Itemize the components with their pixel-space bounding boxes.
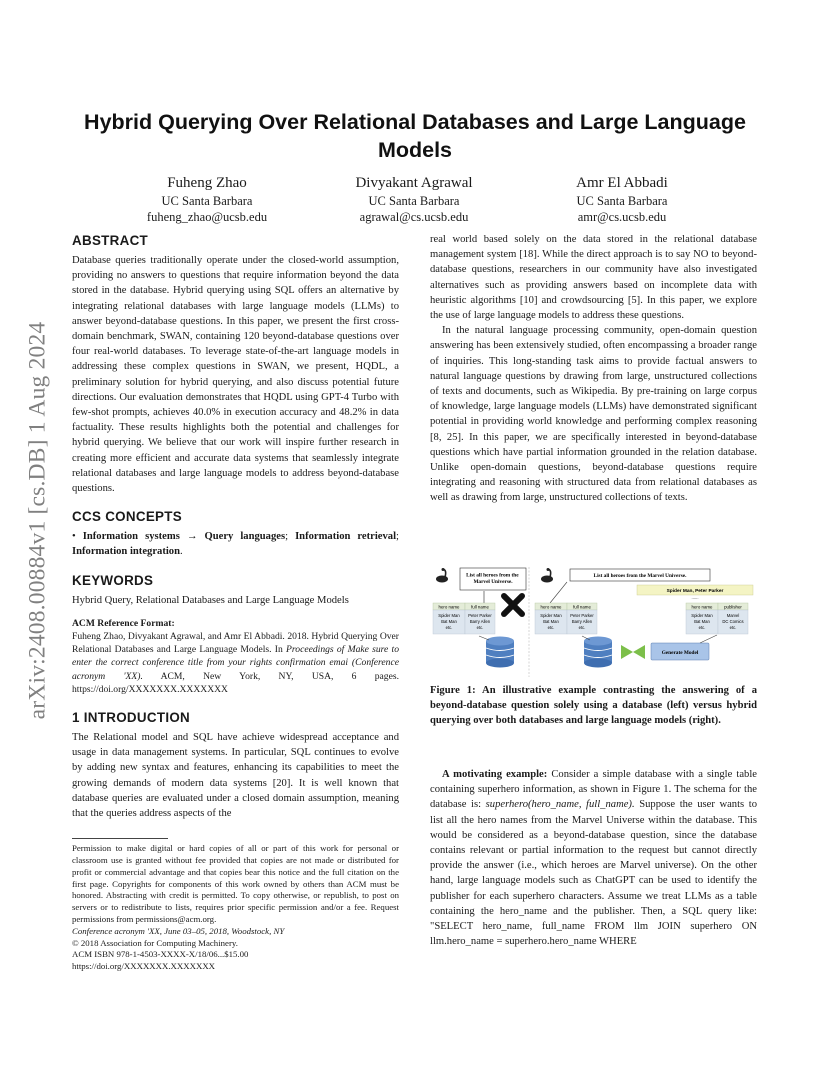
col-hero-name: hero name [438, 604, 460, 610]
acm-reference-label: ACM Reference Format: [72, 617, 175, 629]
ccs-concept: Query languages [204, 531, 286, 543]
intro-paragraph: real world based solely on the data stored in the relational database management system [18]. While the direct approach is to say NO to beyond-database questions, researchers in our community have also investigated alternatives such as providing answers based on incomplete data with heuristic algorithms [10] and crowdsourcing [5]. In this paper, we explore the use of large language models to address these questions. [430, 234, 757, 322]
author-affiliation: UC Santa Barbara [161, 194, 253, 208]
figure-1 [432, 565, 756, 680]
motivating-paragraph [430, 767, 757, 949]
motivating-text: Consider a simple database with a single table containing superhero information, as shown in Figure 1. The schema for the database is: [430, 769, 757, 811]
acm-reference-doi: ACM, New York, NY, USA, 6 pages. https://doi.org/XXXXXXX.XXXXXXX [72, 670, 399, 695]
acm-reference-text: Fuheng Zhao, Divyakant Agrawal, and Amr El Abbadi. 2018. Hybrid Querying Over Relational Databases and Large Language Models. In [72, 631, 399, 656]
figure-caption: Figure 1: An illustrative example contrasting the answering of a beyond-database question solely using a database (left) versus hybrid querying over both databases and large language models (right). [430, 685, 757, 726]
motivating-label: A motivating example: [442, 769, 548, 780]
cell-text: Marvel [726, 613, 740, 618]
database-icon [486, 637, 514, 668]
col-full-name: full name [573, 604, 591, 610]
author-block [107, 173, 307, 225]
right-question-text: List all heroes from the Marvel Universe. [593, 573, 687, 580]
cell-text: etc. [547, 625, 555, 630]
llm-answer-text: Spider Man, Peter Parker [666, 589, 724, 594]
cell-text: Barry Allen [469, 619, 491, 624]
cell-text: etc. [578, 625, 586, 630]
intro-text: The Relational model and SQL have achieve widespread acceptance and usage in data management systems. In particular, SQL continues to evolve by adding new syntax and features, enhancing its capabilities to meet the growing demands of modern data systems [20]. It is well known that database queries are evaluated under a closed domain assumption, meaning that the queries address aspects of the [72, 732, 399, 820]
ccs-arrow: → [186, 531, 198, 543]
cell-text: Bat Man [694, 619, 710, 624]
schema-text: superhero(hero_name, full_name). [485, 799, 635, 811]
motivating-text: Suppose the user wants to list all the hero names from the Marvel Universe within the database. This would be considered as a beyond-database question, since the database contains relevant or partial information to the request but cannot directly provide the answer (i.e., which heroes are Marvel universe). On the other hand, large language models such as ChatGPT can be used to identify the publisher for each superhero characters. Assume we treat LLMs as a table containing the hero_name and the publisher. Then, a SQL query like: "SELECT hero_name, full_name FROM llm JOIN superhero ON llm.hero_name = superhero.hero_name WHERE [430, 799, 757, 948]
generate-model-label: Generate Model [661, 650, 699, 656]
arrow-line [479, 636, 489, 640]
col-full-name: full name [471, 604, 489, 610]
motivating-example [430, 767, 757, 949]
copyright-line: © 2018 Association for Computing Machinery. [72, 937, 238, 948]
cell-text: Spider Man [438, 613, 460, 618]
author-email: agrawal@cs.ucsb.edu [359, 210, 469, 224]
x-mark-icon [504, 596, 522, 614]
arrow-line [550, 582, 567, 603]
cell-text: Bat Man [441, 619, 457, 624]
acm-reference [72, 617, 399, 696]
ccs-concepts [72, 529, 399, 559]
col-publisher: publisher [724, 604, 742, 610]
ccs-heading: CCS CONCEPTS [72, 509, 182, 525]
cell-text: etc. [476, 625, 484, 630]
swan-icon [436, 568, 448, 583]
ccs-concept: Information retrieval [295, 531, 397, 543]
arrow-line [700, 635, 717, 643]
author-email: amr@cs.ucsb.edu [577, 210, 667, 224]
author-affiliation: UC Santa Barbara [576, 194, 668, 208]
abstract-heading: ABSTRACT [72, 233, 149, 248]
acm-reference-venue: Proceedings of Make sure to enter the correct conference title from your rights confirmation emai (Conference acronym 'XX). [72, 644, 399, 682]
keywords-heading: KEYWORDS [72, 572, 154, 588]
isbn-line: ACM ISBN 978-1-4503-XXXX-X/18/06...$15.00 [72, 949, 249, 960]
col-hero-name: hero name [691, 604, 713, 610]
intro-paragraph: In the natural language processing community, open-domain question answering has been extensively studied, often encompassing a broader range of inquiries. This long-standing task aims to provide factual answers to natural language questions by drawing from large, unstructured collections of texts and documents, such as Wikipedia. By pre-training on large corpus of knowledge, large language models (LLMs) have demonstrated significant potential in providing world knowledge and performing complex reasoning [8, 25]. In this paper, we are specifically interested in beyond-database questions which have partial information grounded in the relation database. Unlike open-domain questions, beyond-database questions require integrating and reasoning with structured data from relational databases as well as drawing from large, unstructured collections of texts. [430, 325, 757, 504]
cell-text: etc. [729, 625, 737, 630]
cell-text: Peter Parker [570, 613, 594, 618]
right-column [430, 232, 757, 506]
permission-notice: Permission to make digital or hard copies of all or part of this work for personal or classroom use is granted without fee provided that copies are not made or distributed for profit or commercial advantage and that copies bear this notice and the full citation on the first page. Copyrights for components of this work owned by others than ACM must be honored. Abstracting with credit is permitted. To copy otherwise, or republish, to post on servers or to redistribute to lists, requires prior specific permission and/or a fee. Request permissions from permissions@acm.org. [72, 843, 399, 925]
cell-text: etc. [698, 625, 706, 630]
author-affiliation: UC Santa Barbara [368, 194, 460, 208]
ccs-concept: Information systems [82, 531, 180, 543]
cell-text: DC Comics [722, 619, 744, 624]
author-block [522, 173, 722, 225]
paper-title: Hybrid Querying Over Relational Databases and Large Language Models [84, 110, 746, 162]
ccs-end: . [180, 546, 183, 558]
arxiv-id: arXiv:2408.00884v1 [cs.DB] 1 Aug 2024 [24, 321, 51, 719]
database-icon [584, 637, 612, 668]
footnote-rule [72, 838, 168, 839]
author-block [314, 173, 514, 225]
intro-heading: 1 INTRODUCTION [72, 710, 191, 726]
author-name: Amr El Abbadi [576, 175, 668, 191]
left-question-text: List all heroes from the Marvel Universe. [466, 572, 519, 585]
ccs-separator: ; [396, 531, 399, 543]
llm-answer-dots: ...... [691, 595, 699, 600]
figure-1-diagram [432, 565, 756, 680]
cell-text: Peter Parker [468, 613, 492, 618]
cell-text: etc. [445, 625, 453, 630]
arxiv-stamp [20, 290, 56, 750]
swan-icon [541, 568, 553, 583]
ccs-bullet: • [72, 531, 76, 543]
conference-line: Conference acronym 'XX, June 03–05, 2018, Woodstock, NY [72, 925, 285, 936]
author-name: Divyakant Agrawal [355, 175, 473, 191]
ccs-concept: Information integration [72, 546, 180, 558]
col-hero-name: hero name [540, 604, 562, 610]
abstract-text: Database queries traditionally operate under the closed-world assumption, providing no answers to questions that require information beyond the data stored in the database. Hybrid querying using SQL offers an alternative by integrating relational databases with large language models (LLMs) to answer beyond-database questions. In this paper, we present the first cross-domain benchmark, SWAN, containing 120 beyond-database questions over four real-world databases. To leverage state-of-the-art language models in addressing these complex questions in SWAN, we present, HQDL, a preliminary solution for hybrid querying, and also discuss potential future directions. Our evaluation demonstrates that HQDL using GPT-4 Turbo with few-shot prompts, achieves 40.0% in execution accuracy and 48.2% in data factuality. These results highlights both the potential and challenges for hybrid querying. We believe that our work will inspire further research in creating more efficient and accurate data systems that seamlessly integrate relational databases and large language models to address beyond-database questions. [72, 255, 399, 495]
cell-text: Spider Man [540, 613, 562, 618]
cell-text: Spider Man [691, 613, 713, 618]
ccs-separator: ; [285, 531, 289, 543]
join-icon [621, 645, 645, 659]
author-email: fuheng_zhao@ucsb.edu [146, 210, 268, 224]
footnote [72, 838, 399, 973]
keywords-text: Hybrid Query, Relational Databases and Large Language Models [72, 594, 349, 606]
cell-text: Barry Allen [571, 619, 593, 624]
cell-text: Bat Man [543, 619, 559, 624]
doi-line: https://doi.org/XXXXXXX.XXXXXXX [72, 961, 216, 972]
left-column [72, 232, 399, 973]
author-name: Fuheng Zhao [167, 175, 247, 191]
